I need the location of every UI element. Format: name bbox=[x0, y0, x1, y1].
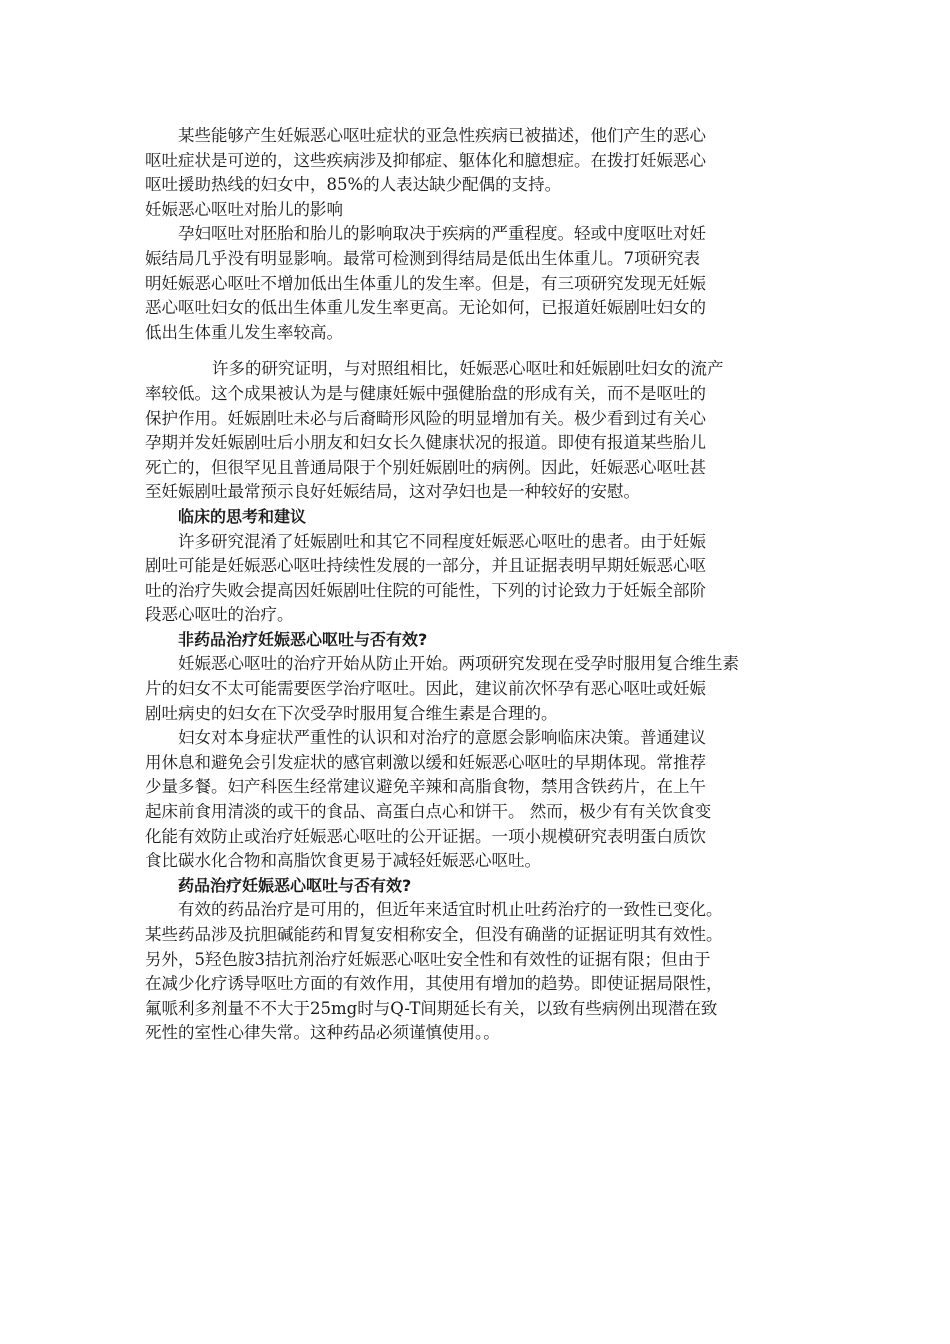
text-line: 保护作用。妊娠剧吐未必与后裔畸形风险的明显增加有关。极少看到过有关心 bbox=[145, 408, 706, 428]
text-line: 有效的药品治疗是可用的，但近年来适宜时机止吐药治疗的一致性已变化。 bbox=[178, 900, 723, 920]
text-line: 某些药品涉及抗胆碱能药和胃复安相称安全，但没有确凿的证据证明其有效性。 bbox=[145, 925, 723, 944]
paragraph-gap bbox=[145, 345, 807, 357]
text-line: 至妊娠剧吐最常预示良好妊娠结局，这对孕妇也是一种较好的安慰。 bbox=[145, 482, 640, 502]
text-line: 许多的研究证明，与对照组相比，妊娠恶心呕吐和妊娠剧吐妇女的流产 bbox=[212, 359, 724, 379]
paragraph-7 bbox=[145, 898, 807, 1046]
text-line: 氟哌利多剂量不不大于25mg时与Q-T间期延长有关，以致有些病例出现潜在致 bbox=[145, 998, 718, 1018]
paragraph-6 bbox=[145, 726, 807, 874]
text-line: 剧吐病史的妇女在下次受孕时服用复合维生素是合理的。 bbox=[145, 703, 558, 723]
paragraph-1 bbox=[145, 124, 807, 198]
text-line: 许多研究混淆了妊娠剧吐和其它不同程度妊娠恶心呕吐的患者。由于妊娠 bbox=[178, 531, 706, 551]
text-line: 起床前食用清淡的或干的食品、高蛋白点心和饼干。 然而，极少有有关饮食变 bbox=[145, 802, 712, 822]
section-heading-non-drug: 非药品治疗妊娠恶心呕吐与否有效? bbox=[178, 629, 428, 649]
text-line: 恶心呕吐妇女的低出生体重儿发生率更高。无论如何，已报道妊娠剧吐妇女的 bbox=[145, 298, 706, 318]
section-heading-fetal-effects: 妊娠恶心呕吐对胎儿的影响 bbox=[145, 199, 343, 219]
text-line: 明妊娠恶心呕吐不增加低出生体重儿的发生率。但是，有三项研究发现无妊娠 bbox=[145, 273, 706, 293]
text-line: 化能有效防止或治疗妊娠恶心呕吐的公开证据。一项小规模研究表明蛋白质饮 bbox=[145, 826, 706, 846]
section-heading-drug: 药品治疗妊娠恶心呕吐与否有效? bbox=[178, 875, 412, 895]
text-line: 用休息和避免会引发症状的感官刺激以缓和妊娠恶心呕吐的早期体现。常推荐 bbox=[145, 752, 706, 772]
text-line: 孕期并发妊娠剧吐后小朋友和妇女长久健康状况的报道。即使有报道某些胎儿 bbox=[145, 433, 706, 453]
paragraph-4 bbox=[145, 530, 807, 628]
text-line: 段恶心呕吐的治疗。 bbox=[145, 605, 294, 625]
text-line: 低出生体重儿发生率较高。 bbox=[145, 322, 343, 342]
text-line: 妊娠恶心呕吐的治疗开始从防止开始。两项研究发现在受孕时服用复合维生素 bbox=[178, 654, 739, 674]
text-line: 片的妇女不太可能需要医学治疗呕吐。因此，建议前次怀孕有恶心呕吐或妊娠 bbox=[145, 679, 706, 699]
paragraph-5 bbox=[145, 652, 807, 726]
text-line: 呕吐症状是可逆的，这些疾病涉及抑郁症、躯体化和臆想症。在拨打妊娠恶心 bbox=[145, 150, 706, 170]
text-line: 另外，5羟色胺3拮抗剂治疗妊娠恶心呕吐安全性和有效性的证据有限；但由于 bbox=[145, 949, 711, 969]
text-line: 在减少化疗诱导呕吐方面的有效作用，其使用有增加的趋势。即使证据局限性， bbox=[145, 974, 723, 994]
text-line: 死性的室性心律失常。这种药品必须谨慎使用。。 bbox=[145, 1023, 500, 1043]
text-line: 孕妇呕吐对胚胎和胎儿的影响取决于疾病的严重程度。轻或中度呕吐对妊 bbox=[178, 224, 706, 244]
text-line: 少量多餐。妇产科医生经常建议避免辛辣和高脂食物，禁用含铁药片，在上午 bbox=[145, 777, 706, 797]
text-line: 食比碳水化合物和高脂饮食更易于减轻妊娠恶心呕吐。 bbox=[145, 851, 541, 871]
text-line: 率较低。这个成果被认为是与健康妊娠中强健胎盘的形成有关，而不是呕吐的 bbox=[145, 383, 706, 403]
text-line: 妇女对本身症状严重性的认识和对治疗的意愿会影响临床决策。普通建议 bbox=[178, 728, 706, 748]
text-line: 剧吐可能是妊娠恶心呕吐持续性发展的一部分，并且证据表明早期妊娠恶心呕 bbox=[145, 556, 706, 576]
text-line: 死亡的，但很罕见且普通局限于个别妊娠剧吐的病例。因此，妊娠恶心呕吐甚 bbox=[145, 457, 706, 477]
paragraph-2 bbox=[145, 222, 807, 345]
section-heading-clinical: 临床的思考和建议 bbox=[178, 506, 307, 526]
text-line: 吐的治疗失败会提高因妊娠剧吐住院的可能性，下列的讨论致力于妊娠全部阶 bbox=[145, 580, 706, 600]
text-line: 某些能够产生妊娠恶心呕吐症状的亚急性疾病已被描述，他们产生的恶心 bbox=[178, 126, 706, 145]
text-line: 呕吐援助热线的妇女中，85%的人表达缺少配偶的支持。 bbox=[145, 175, 562, 195]
paragraph-3 bbox=[145, 357, 807, 505]
text-line: 娠结局几乎没有明显影响。最常可检测到得结局是低出生体重儿。7项研究表 bbox=[145, 248, 700, 268]
document-page bbox=[145, 124, 807, 1046]
